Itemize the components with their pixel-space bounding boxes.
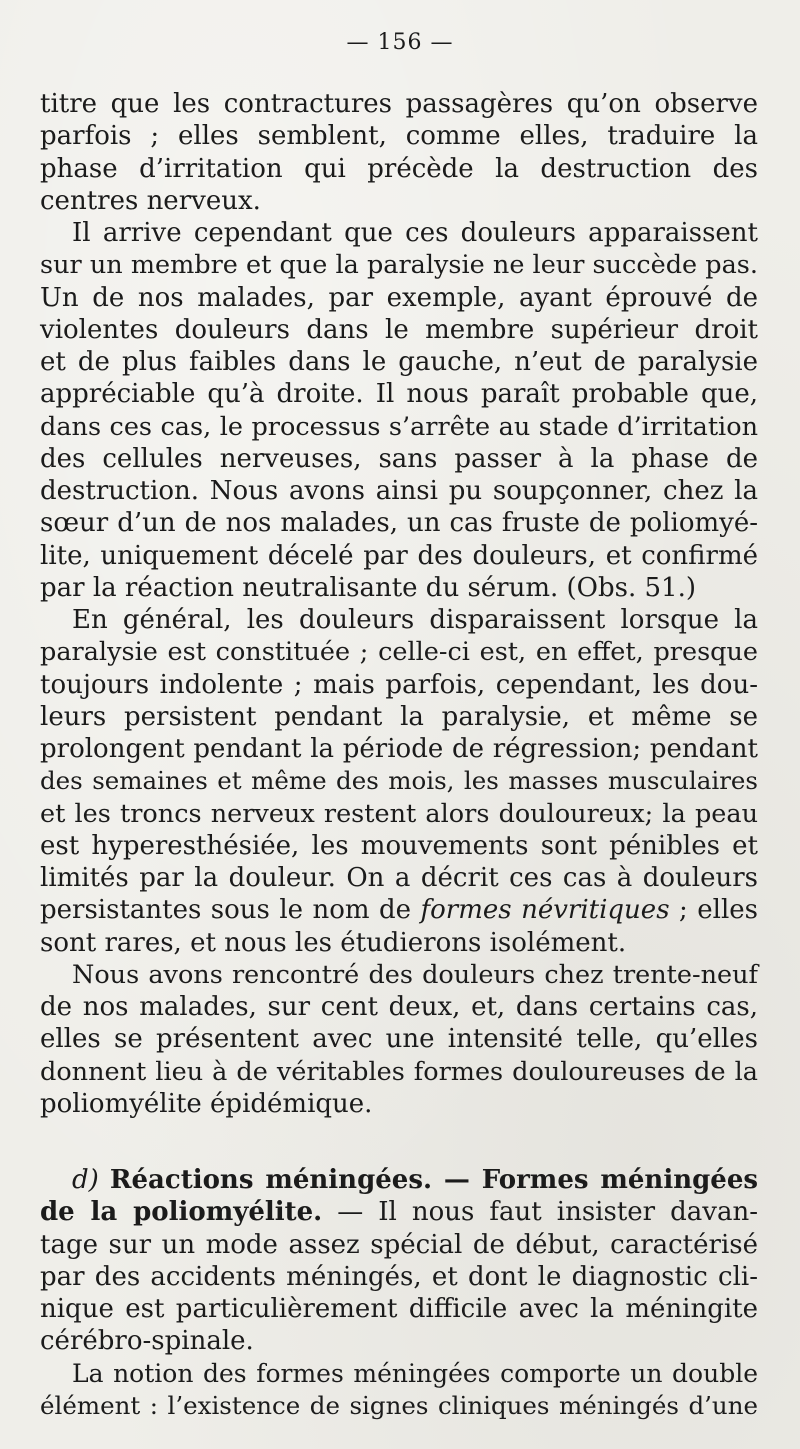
text-line: En général, les douleurs disparaissent lorsque la (72, 605, 758, 635)
body-text (40, 88, 758, 1422)
text-line: Il arrive cependant que ces douleurs apparaissent (72, 218, 758, 248)
text-segment: persistantes sous le nom de (40, 895, 421, 926)
text-line: est hyperesthésiée, les mouvements sont pénibles et (40, 830, 758, 861)
text-line: elles se présentent avec une intensité telle, qu’elles (40, 1024, 758, 1055)
section-heading-line (40, 1164, 758, 1196)
text-line: destruction. Nous avons ainsi pu soupçonner, chez la (40, 476, 758, 506)
text-segment: — Il nous faut insister davan- (322, 1197, 758, 1228)
text-line: leurs persistent pendant la paralysie, et même se (40, 701, 758, 732)
text-line: titre que les contractures passagères qu’on observe (40, 89, 758, 119)
text-line: donnent lieu à de véritables formes douloureuses de la (40, 1056, 758, 1087)
section-heading-line (40, 1196, 758, 1228)
text-line: sont rares, et nous les étudierons isolément. (40, 927, 627, 958)
text-line: et de plus faibles dans le gauche, n’eut de paralysie (40, 347, 758, 377)
text-line: limités par la douleur. On a décrit ces cas à douleurs (40, 863, 758, 893)
text-line: nique est particulièrement difficile avec la méningite (40, 1294, 758, 1324)
paragraph-final (40, 1358, 758, 1423)
text-line: toujours indolente ; mais parfois, cependant, les dou- (40, 669, 758, 700)
text-line: prolongent pendant la période de régression; pendant (40, 734, 758, 764)
text-line: par la réaction neutralisante du sérum. (Obs. 51.) (40, 572, 697, 603)
text-line: sur un membre et que la paralysie ne leur succède pas. (40, 250, 758, 281)
section-meningeal-forms (40, 1164, 758, 1358)
text-line: Un de nos malades, par exemple, ayant éprouvé de (40, 282, 758, 313)
text-line: tage sur un mode assez spécial de début, caractérisé (40, 1229, 758, 1260)
text-line: La notion des formes méningées comporte un double (72, 1358, 758, 1388)
text-line: lite, uniquement décelé par des douleurs, et confirmé (40, 540, 758, 571)
text-line: phase d’irritation qui précède la destruction des (40, 153, 758, 184)
text-line: appréciable qu’à droite. Il nous paraît probable que, (40, 379, 758, 410)
paragraph-2 (40, 217, 758, 604)
text-line: centres nerveux. (40, 185, 261, 216)
italic-term: formes névritiques (420, 895, 670, 926)
text-line: sœur d’un de nos malades, un cas fruste de poliomyé- (40, 508, 758, 539)
text-line: par des accidents méningés, et dont le diagnostic cli- (40, 1261, 758, 1292)
text-line: dans ces cas, le processus s’arrête au stade d’irritation (40, 411, 758, 442)
text-line: cérébro-spinale. (40, 1326, 254, 1357)
text-line: des semaines et même des mois, les masses musculaires (40, 766, 758, 796)
text-line: de nos malades, sur cent deux, et, dans certains cas, (40, 992, 758, 1022)
section-heading-cont: de la poliomyélite. (40, 1197, 323, 1228)
text-line: Nous avons rencontré des douleurs chez trente-neuf (72, 959, 758, 990)
text-line: élément : l’existence de signes cliniques méningés d’une (40, 1390, 758, 1420)
text-line: violentes douleurs dans le membre supérieur droit (40, 314, 758, 345)
section-spacer (40, 1120, 758, 1164)
section-marker: d) (72, 1165, 99, 1195)
paragraph-4 (40, 959, 758, 1120)
paragraph-1 (40, 88, 758, 217)
text-segment: ; elles (669, 895, 758, 926)
text-line: paralysie est constituée ; celle-ci est, en effet, presque (40, 637, 758, 668)
text-line: et les troncs nerveux restent alors douloureux; la peau (40, 798, 758, 829)
text-line: parfois ; elles semblent, comme elles, traduire la (40, 121, 758, 152)
paragraph-3 (40, 604, 758, 959)
text-line: poliomyélite épidémique. (40, 1088, 373, 1119)
page-number: — 156 — (346, 30, 454, 55)
text-line-with-italic (40, 894, 758, 926)
section-heading: Réactions méningées. — Formes méningées (109, 1165, 758, 1195)
text-line: des cellules nerveuses, sans passer à la phase de (40, 443, 758, 474)
